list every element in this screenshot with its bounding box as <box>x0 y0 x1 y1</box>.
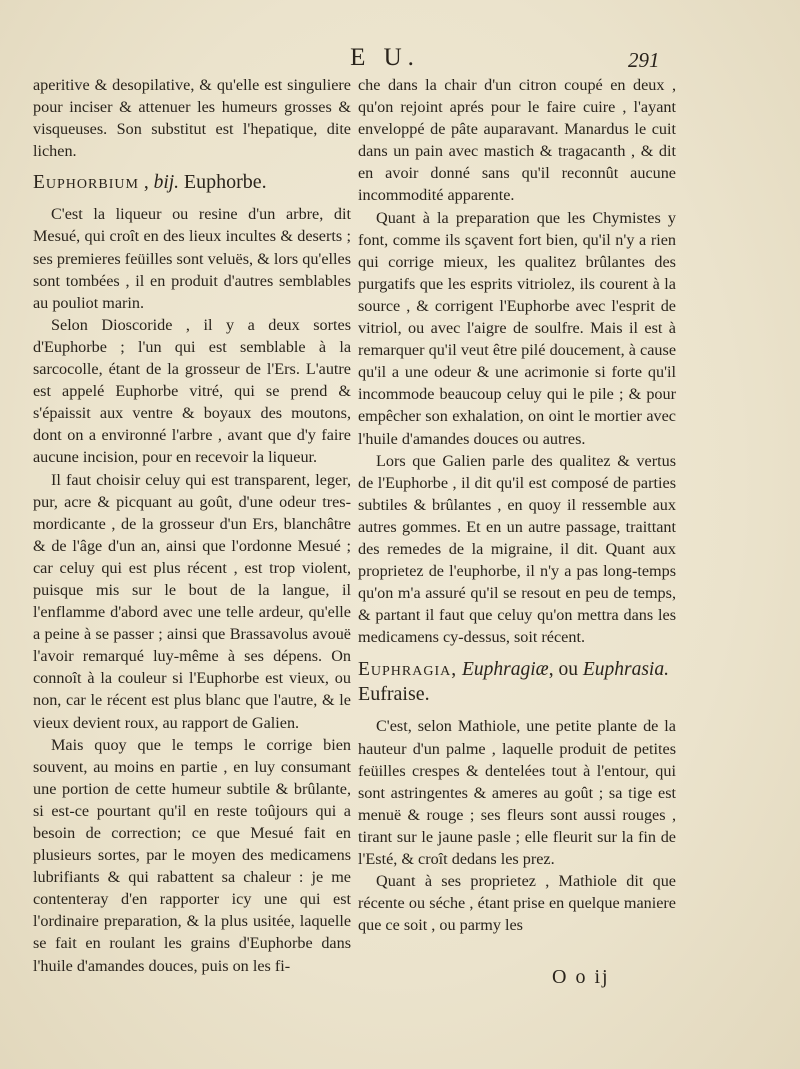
paragraph: Il faut choisir celuy qui est transparent, leger, pur, acre & picquant au goût, d'une odeur tres-mordicante , de la grosseur d'un Ers, blanchâtre & de l'âge d'un an, ainsi que l'ordonne Mesué ; car celuy qui est plus récent , est trop violent, puisque mis sur le bout de la langue, il l'enflamme d'abord avec une telle ardeur, qu'elle a peine à se passer ; ainsi que Brassavolus avouë l'avoir remarqué luy-même à ses dépens. On connoît à la couleur si l'Euphorbe est vieux, ou non, car le récent est plus blanc que l'autre, & le vieux devient roux, au rapport de Galien. <box>33 470 351 732</box>
right-column <box>358 74 676 936</box>
entry-heading-euphorbium <box>33 170 351 195</box>
running-head: E U. <box>350 44 420 71</box>
entry-french-name: Eufraise. <box>358 683 430 706</box>
paragraph: Quant à ses proprietez , Mathiole dit que récente ou séche , étant prise en quelque maniere que ce soit , ou parmy les <box>358 872 676 935</box>
paragraph: che dans la chair d'un citron coupé en deux , qu'on rejoint aprés pour le faire cuire , l'ayant enveloppé de pâte auparavant. Manardus le cuit dans un pain avec mastich & tragacanth , & dit en avoir donné sans qu'il reconnût aucune incommodité apparente. <box>358 76 676 205</box>
signature-mark: O o ij <box>552 966 610 988</box>
entry-heading-euphragia <box>358 658 676 707</box>
entry-alt-name: Euphrasia. <box>582 659 669 681</box>
entry-alt-name: Euphragiæ <box>462 659 549 681</box>
paragraph: C'est, selon Mathiole, une petite plante de la hauteur d'un palme , laquelle produit de petites feüilles crespes & dentelées tout à l'entour, qui sont astringentes & ameres au goût ; sa tige est menuë & rouge ; ses fleurs sont aussi rouges , tirant sur le jaune pasle ; elle fleurit sur la fin de l'Esté, & croît dedans les prez. <box>358 717 676 868</box>
left-column <box>33 74 351 977</box>
entry-mark: bij. <box>153 172 180 194</box>
paragraph: Mais quoy que le temps le corrige bien souvent, au moins en partie , en luy consumant une portion de cette humeur subtile & brûlante, si est-ce pourtant qu'il en reste toûjours qui a besoin de correction; ce que Mesué fait en plusieurs sortes, par le moyen des medicamens lubrifiants & qui rabattent sa chaleur : je me contenteray d'en rapporter icy une qui est l'ordinaire preparation, & la plus usitée, laquelle se fait en roulant les grains d'Euphorbe dans l'huile d'amandes douces, puis on les fi- <box>33 735 351 975</box>
page-number: 291 <box>628 48 660 72</box>
paragraph: C'est la liqueur ou resine d'un arbre, dit Mesué, qui croît en des lieux incultes & deserts ; ses premieres feüilles sont veluës, & lors qu'elles sont tombées , il en produit d'autres semblables au pouliot marin. <box>33 205 351 312</box>
entry-latin-name: Euphorbium <box>33 172 139 194</box>
entry-or: , ou <box>548 659 578 681</box>
entry-french-name: Euphorbe. <box>183 171 267 194</box>
entry-latin-name: Euphragia, <box>358 659 458 681</box>
paragraph: Quant à la preparation que les Chymistes y font, comme ils sçavent fort bien, qu'il n'y a rien qui corrige mieux, les qualitez brûlantes des purgatifs que les esprits vitriolez, ils courent à la source , & corrigent l'Euphorbe avec l'esprit de vitriol, ou avec l'aigre de soulfre. Mais il est à remarquer qu'il veut être pilé doucement, à cause qu'il a une odeur & une acrimonie si forte qu'il incommode beaucoup celuy qui le pile ; & pour empêcher son exhalation, on oint le mortier avec l'huile d'amandes douces ou autres. <box>358 208 676 448</box>
paragraph: Selon Dioscoride , il y a deux sortes d'Euphorbe ; l'un qui est semblable à la sarcocolle, étant de la grosseur de l'Ers. L'autre est appelé Euphorbe vitré, qui se prend & s'épaissit aux ventre & boyaux des moutons, dont on a environné l'arbre , avant que d'y faire aucune incision, pour en recevoir la liqueur. <box>33 315 351 467</box>
entry-separator: , <box>138 172 154 194</box>
intro-paragraph: aperitive & desopilative, & qu'elle est singuliere pour inciser & attenuer les humeurs grosses & visqueuses. Son substitut est l'hepatique, dite lichen. <box>33 76 351 161</box>
paragraph: Lors que Galien parle des qualitez & vertus de l'Euphorbe , il dit qu'il est composé de parties subtiles & brûlantes , en quoy il ressemble aux autres gommes. Et en un autre passage, traittant des remedes de la migraine, il dit. Quant aux proprietez de l'euphorbe, il n'y a pas long-temps qu'on m'a assuré qu'il se resout en peu de temps, & partant il faut que celuy qu'on mettra dans les medicamens cy-dessus, soit récent. <box>358 451 676 647</box>
